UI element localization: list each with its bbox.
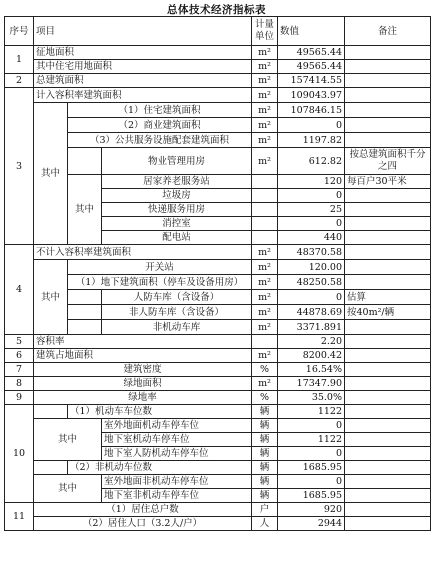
- row-note: [345, 517, 431, 531]
- qizhong-label: 其中: [34, 260, 68, 335]
- row-item: （1）居住总户数: [34, 503, 252, 517]
- row-value: 48250.58: [278, 275, 345, 290]
- row-value: 2944: [278, 517, 345, 531]
- table-row: [5, 133, 431, 148]
- row-value: 25: [278, 203, 345, 217]
- row-value: 1122: [278, 433, 345, 447]
- row-unit: [252, 217, 278, 231]
- row-note: [345, 217, 431, 231]
- row-unit: 辆: [252, 405, 278, 419]
- row-item: （1）地下建筑面积（停车及设备用房）: [68, 275, 252, 290]
- row-unit: 辆: [252, 461, 278, 475]
- row-value: 8200.42: [278, 349, 345, 363]
- row-blank: [68, 305, 102, 320]
- qizhong-label: 其中: [34, 419, 102, 461]
- row-unit: m²: [252, 148, 278, 175]
- row-note: [345, 260, 431, 275]
- row-value: 48370.58: [278, 245, 345, 260]
- table-row: [5, 377, 431, 391]
- row-no: 9: [5, 391, 34, 405]
- row-note: [345, 433, 431, 447]
- row-note: [345, 231, 431, 245]
- row-value: 612.82: [278, 148, 345, 175]
- qizhong-label: 其中: [68, 175, 102, 245]
- row-unit: m²: [252, 88, 278, 103]
- row-unit: 辆: [252, 433, 278, 447]
- row-item: （1）机动车车位数: [68, 405, 252, 419]
- indicator-table: [4, 16, 431, 531]
- row-value: 35.0%: [278, 391, 345, 405]
- row-value: 49565.44: [278, 60, 345, 74]
- table-row: [5, 175, 431, 189]
- row-note: 按40m²/辆: [345, 305, 431, 320]
- row-unit: %: [252, 391, 278, 405]
- row-value: 0: [278, 419, 345, 433]
- row-no: 5: [5, 335, 34, 349]
- row-unit: [252, 189, 278, 203]
- row-note: [345, 377, 431, 391]
- row-value: 0: [278, 475, 345, 489]
- header-no: 序号: [5, 17, 34, 46]
- row-unit: m²: [252, 290, 278, 305]
- row-note: [345, 489, 431, 503]
- row-item: 其中住宅用地面积: [34, 60, 252, 74]
- row-item: 配电站: [102, 231, 252, 245]
- row-note: [345, 461, 431, 475]
- row-note: [345, 335, 431, 349]
- row-item: 人防车库（含设备）: [102, 290, 252, 305]
- row-item: （3）公共服务设施配套建筑面积: [68, 133, 252, 148]
- row-note: [345, 447, 431, 461]
- table-row: [5, 148, 431, 175]
- row-item: 非机动车库: [102, 320, 252, 335]
- row-item: 室外地面非机动车停车位: [102, 475, 252, 489]
- row-note: [345, 60, 431, 74]
- row-value: 157414.55: [278, 74, 345, 88]
- row-no: 6: [5, 349, 34, 363]
- row-item: （2）非机动车位数: [68, 461, 252, 475]
- row-unit: m²: [252, 349, 278, 363]
- row-unit: m²: [252, 46, 278, 60]
- header-row: [5, 17, 431, 46]
- row-value: 0: [278, 217, 345, 231]
- row-value: 440: [278, 231, 345, 245]
- table-row: [5, 349, 431, 363]
- row-value: 107846.15: [278, 103, 345, 118]
- row-value: 2.20: [278, 335, 345, 349]
- row-value: 16.54%: [278, 363, 345, 377]
- row-value: 49565.44: [278, 46, 345, 60]
- row-note: [345, 74, 431, 88]
- row-blank: [68, 290, 102, 305]
- row-value: 0: [278, 189, 345, 203]
- row-unit: m²: [252, 377, 278, 391]
- row-blank: [34, 461, 68, 475]
- table-row: [5, 245, 431, 260]
- table-row: [5, 275, 431, 290]
- header-unit: 计量单位: [252, 17, 278, 46]
- row-unit: m²: [252, 320, 278, 335]
- row-value: 44878.69: [278, 305, 345, 320]
- table-row: [5, 363, 431, 377]
- table-row: [5, 60, 431, 74]
- row-blank: [68, 320, 102, 335]
- table-row: [5, 74, 431, 88]
- row-note: [345, 103, 431, 118]
- table-row: [5, 405, 431, 419]
- qizhong-label: 其中: [34, 475, 102, 503]
- row-item: 绿地面积: [34, 377, 252, 391]
- table-row: [5, 260, 431, 275]
- row-unit: [252, 203, 278, 217]
- row-unit: m²: [252, 118, 278, 133]
- row-blank: [34, 405, 68, 419]
- table-row: [5, 517, 431, 531]
- row-item: 容积率: [34, 335, 252, 349]
- row-note: 每百户30平米: [345, 175, 431, 189]
- row-unit: [252, 231, 278, 245]
- row-item: 室外地面机动车停车位: [102, 419, 252, 433]
- row-note: 估算: [345, 290, 431, 305]
- row-unit: 辆: [252, 419, 278, 433]
- row-unit: 辆: [252, 475, 278, 489]
- row-note: [345, 503, 431, 517]
- row-no: 1: [5, 46, 34, 74]
- header-value: 数值: [278, 17, 345, 46]
- row-item: 总建筑面积: [34, 74, 252, 88]
- row-note: [345, 46, 431, 60]
- row-note: [345, 189, 431, 203]
- row-value: 0: [278, 447, 345, 461]
- row-item: （1）住宅建筑面积: [68, 103, 252, 118]
- row-item: （2）商业建筑面积: [68, 118, 252, 133]
- row-item: 消控室: [102, 217, 252, 231]
- table-row: [5, 335, 431, 349]
- row-unit: [252, 175, 278, 189]
- row-item: 居家养老服务站: [102, 175, 252, 189]
- row-note: [345, 419, 431, 433]
- row-unit: 辆: [252, 489, 278, 503]
- row-note: [345, 320, 431, 335]
- row-value: 1685.95: [278, 489, 345, 503]
- row-item: 不计入容积率建筑面积: [34, 245, 252, 260]
- table-row: [5, 305, 431, 320]
- table-row: [5, 118, 431, 133]
- table-row: [5, 46, 431, 60]
- row-note: [345, 349, 431, 363]
- row-value: 0: [278, 118, 345, 133]
- table-row: [5, 461, 431, 475]
- row-note: [345, 363, 431, 377]
- row-value: 920: [278, 503, 345, 517]
- row-item: 建筑占地面积: [34, 349, 252, 363]
- row-note: [345, 475, 431, 489]
- row-unit: %: [252, 363, 278, 377]
- row-item: 计入容积率建筑面积: [34, 88, 252, 103]
- row-no: 11: [5, 503, 34, 531]
- qizhong-label: 其中: [34, 103, 68, 245]
- row-unit: m²: [252, 245, 278, 260]
- row-value: 109043.97: [278, 88, 345, 103]
- row-value: 120: [278, 175, 345, 189]
- row-unit: 人: [252, 517, 278, 531]
- row-note: [345, 391, 431, 405]
- header-item: 项目: [34, 17, 252, 46]
- row-unit: [252, 335, 278, 349]
- row-value: 120.00: [278, 260, 345, 275]
- table-row: [5, 320, 431, 335]
- row-no: 10: [5, 405, 34, 503]
- table-row: [5, 503, 431, 517]
- row-no: 8: [5, 377, 34, 391]
- row-item: 垃圾房: [102, 189, 252, 203]
- row-unit: m²: [252, 60, 278, 74]
- table-row: [5, 88, 431, 103]
- row-note: [345, 245, 431, 260]
- table-row: [5, 290, 431, 305]
- row-value: 1197.82: [278, 133, 345, 148]
- row-unit: m²: [252, 103, 278, 118]
- row-value: 1122: [278, 405, 345, 419]
- row-unit: m²: [252, 74, 278, 88]
- row-unit: m²: [252, 305, 278, 320]
- row-value: 1685.95: [278, 461, 345, 475]
- row-item: 开关站: [68, 260, 252, 275]
- row-item: （2）居住人口（3.2人/户）: [34, 517, 252, 531]
- row-item: 地下室人防机动车停车位: [102, 447, 252, 461]
- row-value: 3371.891: [278, 320, 345, 335]
- row-unit: m²: [252, 133, 278, 148]
- row-item: 征地面积: [34, 46, 252, 60]
- row-item: 物业管理用房: [102, 148, 252, 175]
- header-note: 备注: [345, 17, 431, 46]
- table-row: [5, 475, 431, 489]
- row-blank: [68, 148, 102, 175]
- row-item: 绿地率: [34, 391, 252, 405]
- row-no: 3: [5, 88, 34, 245]
- row-no: 2: [5, 74, 34, 88]
- row-note: [345, 405, 431, 419]
- row-item: 地下室机动车停车位: [102, 433, 252, 447]
- row-no: 4: [5, 245, 34, 335]
- table-title: 总体技术经济指标表: [167, 4, 266, 16]
- table-row: [5, 103, 431, 118]
- row-note: 按总建筑面积千分之四: [345, 148, 431, 175]
- table-row: [5, 419, 431, 433]
- row-note: [345, 133, 431, 148]
- row-unit: m²: [252, 275, 278, 290]
- row-note: [345, 118, 431, 133]
- table-row: [5, 391, 431, 405]
- row-unit: 辆: [252, 447, 278, 461]
- row-item: 地下室非机动车停车位: [102, 489, 252, 503]
- row-note: [345, 275, 431, 290]
- row-unit: 户: [252, 503, 278, 517]
- row-note: [345, 88, 431, 103]
- row-no: 7: [5, 363, 34, 377]
- row-item: 快递服务用房: [102, 203, 252, 217]
- row-item: 建筑密度: [34, 363, 252, 377]
- row-note: [345, 203, 431, 217]
- row-item: 非人防车库（含设备）: [102, 305, 252, 320]
- row-value: 0: [278, 290, 345, 305]
- row-value: 17347.90: [278, 377, 345, 391]
- row-unit: m²: [252, 260, 278, 275]
